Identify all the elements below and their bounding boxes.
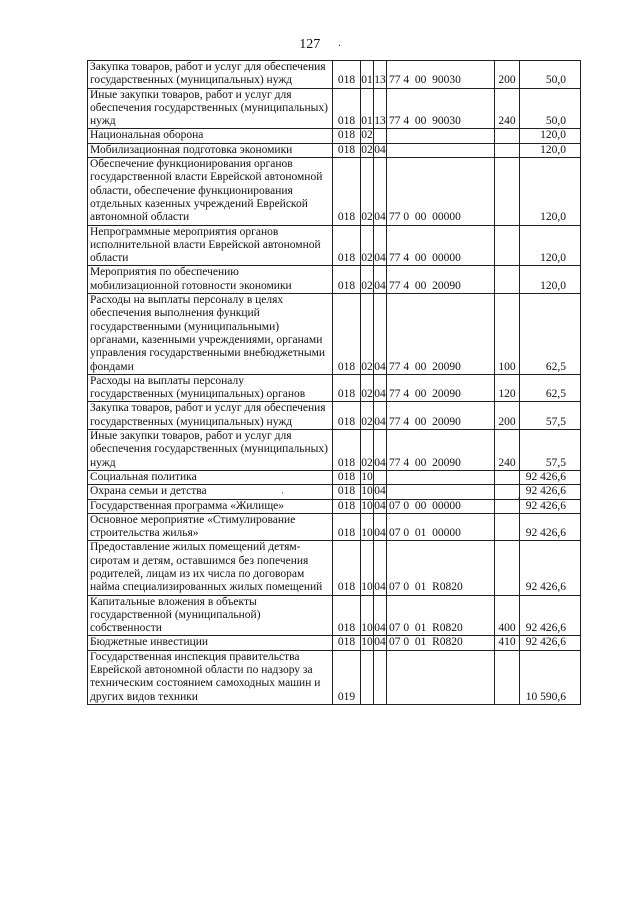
row-expense-type-code: 400 (495, 595, 520, 636)
row-section-code: 02 (361, 402, 374, 430)
row-section-code: 02 (361, 294, 374, 375)
row-ved-code: 018 (333, 470, 361, 484)
row-name: Национальная оборона (88, 129, 333, 143)
row-ved-code: 018 (333, 595, 361, 636)
row-subsection-code: 04 (374, 402, 387, 430)
row-subsection-code: 04 (374, 513, 387, 541)
row-expense-type-code (495, 650, 520, 704)
row-target-article-code: 07 0 01 R0820 (387, 541, 495, 595)
row-expense-type-code: 200 (495, 402, 520, 430)
row-subsection-code: 04 (374, 294, 387, 375)
row-section-code: 10 (361, 636, 373, 649)
row-ved-code: 019 (333, 650, 361, 704)
row-section-code: 01 (361, 88, 374, 129)
row-target-article-code: 77 4 00 20090 (387, 294, 495, 375)
table-row (88, 129, 581, 143)
row-amount: 92 426,6 (520, 470, 581, 484)
row-section-code: 10 (361, 595, 374, 636)
row-ved-code: 018 (333, 129, 361, 143)
row-target-article-code (387, 143, 495, 157)
row-amount: 120,0 (520, 158, 581, 225)
row-ved-code: 018 (333, 430, 361, 471)
row-expense-type-code (495, 225, 520, 266)
table-row (88, 225, 581, 266)
table-row (88, 158, 581, 225)
page-number (0, 37, 640, 53)
row-subsection-code (374, 470, 387, 484)
row-ved-code: 018 (333, 158, 361, 225)
row-subsection-code: 04 (374, 430, 387, 471)
row-ved-code: 018 (333, 636, 361, 650)
table-row (88, 266, 581, 294)
row-target-article-code: 77 0 00 00000 (387, 158, 495, 225)
row-amount: 92 426,6 (520, 595, 581, 636)
row-expense-type-code: 410 (495, 636, 520, 650)
row-ved-code: 018 (333, 402, 361, 430)
row-amount: 62,5 (520, 374, 581, 402)
row-expense-type-code (495, 485, 520, 499)
row-expense-type-code (495, 541, 520, 595)
row-amount: 92 426,6 (520, 636, 581, 650)
row-name: Социальная политика (88, 470, 333, 484)
row-target-article-code: 77 4 00 90030 (387, 61, 495, 89)
table-row (88, 402, 581, 430)
row-ved-code: 018 (333, 143, 361, 157)
row-name: Мероприятия по обеспечению мобилизационной готовности экономики (88, 266, 333, 294)
table-row (88, 61, 581, 89)
row-subsection-code: 04 (374, 541, 387, 595)
row-name: Иные закупки товаров, работ и услуг для обеспечения государственных (муниципальных) нужд (88, 430, 333, 471)
table-row (88, 374, 581, 402)
table-row (88, 541, 581, 595)
row-name: Мобилизационная подготовка экономики (88, 143, 333, 157)
row-ved-code: 018 (333, 294, 361, 375)
row-name: Охрана семьи и детства (88, 485, 333, 499)
row-expense-type-code (495, 129, 520, 143)
row-subsection-code: 04 (374, 595, 387, 636)
row-expense-type-code (495, 143, 520, 157)
row-section-code: 01 (361, 61, 374, 89)
row-target-article-code: 77 4 00 00000 (387, 225, 495, 266)
row-target-article-code: 77 4 00 20090 (387, 430, 495, 471)
row-target-article-code (387, 470, 495, 484)
row-name: Бюджетные инвестиции (88, 636, 333, 650)
row-subsection-code (374, 129, 387, 143)
row-ved-code: 018 (333, 88, 361, 129)
row-section-code: 02 (361, 374, 374, 402)
table-row (88, 513, 581, 541)
row-target-article-code: 77 4 00 20090 (387, 374, 495, 402)
budget-table (87, 60, 581, 705)
row-name: Закупка товаров, работ и услуг для обеспечения государственных (муниципальных) нужд (88, 61, 333, 89)
row-section-code: 10 (361, 470, 373, 483)
row-ved-code: 018 (333, 266, 361, 294)
row-amount: 62,5 (520, 294, 581, 375)
table-row (88, 430, 581, 471)
row-target-article-code (387, 129, 495, 143)
row-name: Расходы на выплаты персоналу государственных (муниципальных) органов (88, 374, 333, 402)
table-row (88, 470, 581, 484)
row-ved-code: 018 (333, 541, 361, 595)
row-expense-type-code: 240 (495, 430, 520, 471)
budget-table-body (88, 61, 581, 705)
row-amount: 50,0 (520, 61, 581, 89)
row-section-code: 02 (361, 143, 373, 156)
row-amount: 120,0 (520, 143, 581, 157)
row-section-code: 10 (361, 541, 374, 595)
table-row (88, 650, 581, 704)
table-row (88, 88, 581, 129)
row-section-code: 02 (361, 430, 374, 471)
row-section-code: 10 (361, 499, 373, 512)
row-target-article-code: 07 0 01 R0820 (387, 636, 495, 650)
row-section-code (361, 650, 374, 704)
row-name: Обеспечение функционирования органов государственной власти Еврейской автономной области, обеспечение функционирования отдельных казенных учреждений Еврейской автономной области (88, 158, 333, 225)
page-mark: . (338, 38, 341, 49)
row-ved-code: 018 (333, 61, 361, 89)
row-amount: 92 426,6 (520, 499, 581, 513)
table-row (88, 636, 581, 650)
row-target-article-code: 77 4 00 20090 (387, 266, 495, 294)
row-ved-code: 018 (333, 485, 361, 499)
table-row (88, 499, 581, 513)
page-number-value: 127 (299, 37, 321, 52)
row-expense-type-code: 100 (495, 294, 520, 375)
row-name: Основное мероприятие «Стимулирование строительства жилья» (88, 513, 333, 541)
row-subsection-code (374, 650, 387, 704)
row-target-article-code: 77 4 00 90030 (387, 88, 495, 129)
row-subsection-code: 04 (374, 636, 386, 649)
row-target-article-code (387, 650, 495, 704)
row-target-article-code: 07 0 01 R0820 (387, 595, 495, 636)
row-name: Государственная программа «Жилище» (88, 499, 333, 513)
row-expense-type-code: 200 (495, 61, 520, 89)
row-subsection-code: 04 (374, 374, 387, 402)
row-ved-code: 018 (333, 513, 361, 541)
table-row (88, 485, 581, 499)
row-amount: 92 426,6 (520, 541, 581, 595)
row-section-code: 02 (361, 129, 373, 142)
row-amount: 10 590,6 (520, 650, 581, 704)
row-target-article-code (387, 485, 495, 499)
row-name: Государственная инспекция правительства Еврейской автономной области по надзору за техническим состоянием самоходных машин и других видов техники (88, 650, 333, 704)
row-name: Расходы на выплаты персоналу в целях обеспечения выполнения функций государственными (муниципальными) органами, казенными учреждениями, органами управления государственными внебюджетными фондами (88, 294, 333, 375)
row-amount: 50,0 (520, 88, 581, 129)
row-expense-type-code (495, 499, 520, 513)
row-name: Иные закупки товаров, работ и услуг для обеспечения государственных (муниципальных) нужд (88, 88, 333, 129)
table-row (88, 143, 581, 157)
row-amount: 92 426,6 (520, 513, 581, 541)
row-ved-code: 018 (333, 374, 361, 402)
table-row (88, 294, 581, 375)
row-subsection-code: 04 (374, 485, 386, 498)
row-subsection-code: 04 (374, 158, 387, 225)
row-amount: 92 426,6 (520, 485, 581, 499)
row-section-code: 02 (361, 158, 374, 225)
row-subsection-code: 04 (374, 225, 387, 266)
row-target-article-code: 07 0 01 00000 (387, 513, 495, 541)
row-expense-type-code (495, 513, 520, 541)
row-section-code: 02 (361, 225, 374, 266)
row-name: Закупка товаров, работ и услуг для обеспечения государственных (муниципальных) нужд (88, 402, 333, 430)
row-ved-code: 018 (333, 499, 361, 513)
row-subsection-code: 04 (374, 266, 387, 294)
row-expense-type-code (495, 158, 520, 225)
stray-mark: · (517, 493, 520, 503)
row-amount: 120,0 (520, 266, 581, 294)
row-amount: 57,5 (520, 402, 581, 430)
row-expense-type-code (495, 266, 520, 294)
table-row (88, 595, 581, 636)
stray-mark: · (281, 488, 284, 498)
row-section-code: 02 (361, 266, 374, 294)
row-subsection-code: 13 (374, 61, 387, 89)
row-subsection-code: 13 (374, 88, 387, 129)
row-expense-type-code: 120 (495, 374, 520, 402)
row-name: Непрограммные мероприятия органов исполнительной власти Еврейской автономной области (88, 225, 333, 266)
row-expense-type-code (495, 470, 520, 484)
row-name: Капитальные вложения в объекты государственной (муниципальной) собственности (88, 595, 333, 636)
row-amount: 57,5 (520, 430, 581, 471)
row-section-code: 10 (361, 513, 374, 541)
row-ved-code: 018 (333, 225, 361, 266)
row-amount: 120,0 (520, 129, 581, 143)
row-section-code: 10 (361, 485, 373, 498)
row-target-article-code: 77 4 00 20090 (387, 402, 495, 430)
row-subsection-code: 04 (374, 143, 386, 156)
row-amount: 120,0 (520, 225, 581, 266)
row-name: Предоставление жилых помещений детям-сиротам и детям, оставшимся без попечения родителей, лицам из их числа по договорам найма специализированных жилых помещений (88, 541, 333, 595)
row-expense-type-code: 240 (495, 88, 520, 129)
row-subsection-code: 04 (374, 499, 386, 512)
row-target-article-code: 07 0 00 00000 (387, 499, 495, 513)
